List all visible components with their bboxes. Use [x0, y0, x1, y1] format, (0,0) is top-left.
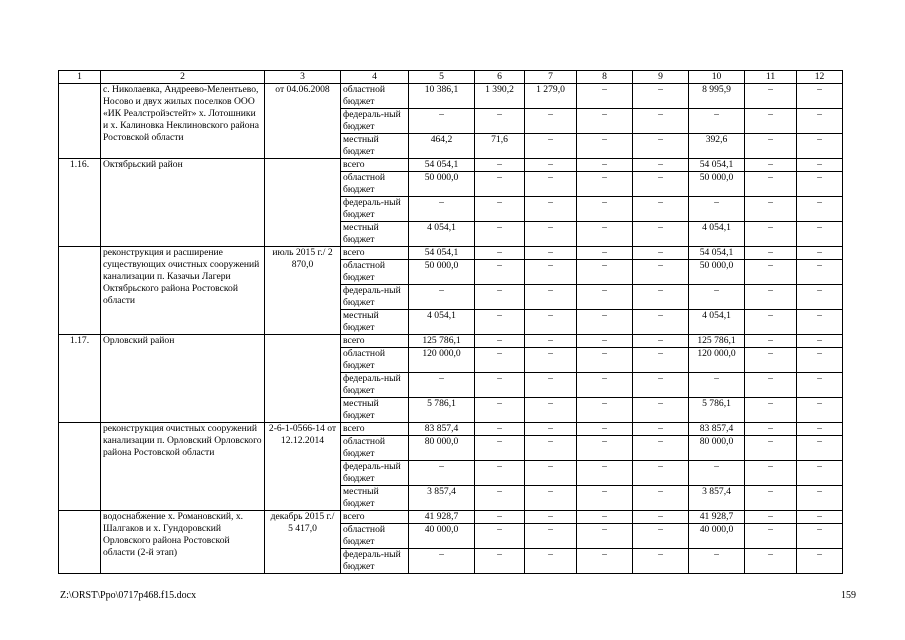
value-cell: –	[525, 423, 577, 436]
value-cell: –	[525, 260, 577, 285]
value-cell: –	[475, 335, 525, 348]
value-cell: –	[689, 373, 745, 398]
value-cell: 41 928,7	[409, 511, 475, 524]
object-name-cell: водоснабжение х. Романовский, х. Шалгаков и х. Гундоровский Орловского района Ростовской области (2-й этап)	[101, 511, 265, 574]
value-cell: –	[745, 247, 797, 260]
value-cell: –	[525, 436, 577, 461]
value-cell: –	[633, 436, 689, 461]
budget-label-cell: федераль-ный бюджет	[341, 285, 409, 310]
object-name-cell: реконструкция очистных сооружений канализации п. Орловский Орловского района Ростовской области	[101, 423, 265, 511]
value-cell: –	[525, 335, 577, 348]
table-row	[59, 335, 843, 348]
value-cell: –	[745, 524, 797, 549]
value-cell: –	[745, 310, 797, 335]
value-cell: –	[745, 197, 797, 222]
value-cell: –	[745, 134, 797, 159]
value-cell: –	[577, 461, 633, 486]
value-cell: –	[633, 84, 689, 109]
value-cell: –	[525, 159, 577, 172]
value-cell: –	[577, 524, 633, 549]
column-number-cell: 10	[689, 71, 745, 84]
value-cell: 54 054,1	[409, 247, 475, 260]
value-cell: 3 857,4	[689, 486, 745, 511]
value-cell: –	[797, 310, 843, 335]
value-cell: –	[633, 109, 689, 134]
value-cell: 4 054,1	[689, 310, 745, 335]
value-cell: –	[745, 373, 797, 398]
document-cell: декабрь 2015 г./ 5 417,0	[265, 511, 341, 574]
row-number-cell: 1.17.	[59, 335, 101, 423]
value-cell: –	[475, 398, 525, 423]
value-cell: 83 857,4	[409, 423, 475, 436]
budget-label-cell: федераль-ный бюджет	[341, 373, 409, 398]
object-name-cell: с. Николаевка, Андреево-Мелентьево, Носово и двух жилых поселков ООО «ИК Реалстройэстейт» х. Лотошники и х. Калиновка Неклиновского района Ростовской области	[101, 84, 265, 159]
value-cell: –	[797, 134, 843, 159]
column-number-cell: 9	[633, 71, 689, 84]
value-cell: –	[525, 134, 577, 159]
table-row	[59, 84, 843, 109]
value-cell: –	[633, 348, 689, 373]
value-cell: –	[745, 222, 797, 247]
value-cell: –	[689, 109, 745, 134]
budget-label-cell: всего	[341, 423, 409, 436]
value-cell: –	[525, 285, 577, 310]
value-cell: 1 390,2	[475, 84, 525, 109]
value-cell: –	[689, 461, 745, 486]
value-cell: –	[577, 549, 633, 574]
value-cell: –	[797, 109, 843, 134]
budget-label-cell: всего	[341, 511, 409, 524]
value-cell: –	[475, 109, 525, 134]
value-cell: –	[577, 335, 633, 348]
value-cell: 83 857,4	[689, 423, 745, 436]
value-cell: 50 000,0	[409, 260, 475, 285]
value-cell: 71,6	[475, 134, 525, 159]
value-cell: –	[745, 260, 797, 285]
value-cell: –	[577, 134, 633, 159]
value-cell: –	[475, 247, 525, 260]
value-cell: –	[525, 524, 577, 549]
value-cell: –	[633, 247, 689, 260]
column-number-cell: 5	[409, 71, 475, 84]
value-cell: –	[797, 373, 843, 398]
object-name-cell: реконструкция и расширение существующих очистных сооружений канализации п. Казачьи Лагери Октябрьского района Ростовской области	[101, 247, 265, 335]
value-cell: –	[797, 348, 843, 373]
value-cell: –	[689, 549, 745, 574]
value-cell: –	[475, 549, 525, 574]
row-number-cell	[59, 247, 101, 335]
value-cell: 5 786,1	[409, 398, 475, 423]
value-cell: –	[797, 159, 843, 172]
value-cell: –	[577, 486, 633, 511]
table-row	[59, 247, 843, 260]
value-cell: –	[797, 398, 843, 423]
value-cell: 80 000,0	[689, 436, 745, 461]
value-cell: –	[525, 549, 577, 574]
budget-label-cell: областной бюджет	[341, 172, 409, 197]
value-cell: –	[745, 486, 797, 511]
value-cell: –	[745, 285, 797, 310]
value-cell: 125 786,1	[409, 335, 475, 348]
value-cell: 4 054,1	[409, 222, 475, 247]
value-cell: –	[745, 159, 797, 172]
table-row	[59, 159, 843, 172]
value-cell: –	[475, 197, 525, 222]
value-cell: –	[577, 436, 633, 461]
column-number-cell: 4	[341, 71, 409, 84]
budget-label-cell: областной бюджет	[341, 84, 409, 109]
value-cell: –	[633, 335, 689, 348]
budget-label-cell: федераль-ный бюджет	[341, 197, 409, 222]
column-number-cell: 11	[745, 71, 797, 84]
value-cell: 41 928,7	[689, 511, 745, 524]
value-cell: –	[577, 159, 633, 172]
value-cell: –	[633, 222, 689, 247]
value-cell: –	[633, 423, 689, 436]
value-cell: –	[577, 247, 633, 260]
value-cell: –	[409, 373, 475, 398]
value-cell: –	[475, 172, 525, 197]
value-cell: –	[797, 436, 843, 461]
value-cell: 54 054,1	[689, 247, 745, 260]
column-number-cell: 1	[59, 71, 101, 84]
value-cell: –	[409, 197, 475, 222]
budget-label-cell: областной бюджет	[341, 524, 409, 549]
value-cell: –	[525, 197, 577, 222]
column-number-cell: 12	[797, 71, 843, 84]
value-cell: –	[633, 260, 689, 285]
value-cell: –	[525, 486, 577, 511]
value-cell: 50 000,0	[689, 260, 745, 285]
value-cell: –	[475, 461, 525, 486]
page-number: 159	[841, 590, 856, 601]
value-cell: 464,2	[409, 134, 475, 159]
value-cell: –	[797, 84, 843, 109]
value-cell: –	[475, 436, 525, 461]
value-cell: –	[797, 285, 843, 310]
value-cell: 392,6	[689, 134, 745, 159]
value-cell: –	[745, 335, 797, 348]
value-cell: 120 000,0	[409, 348, 475, 373]
budget-label-cell: местный бюджет	[341, 486, 409, 511]
file-path: Z:\ORST\Ppo\0717p468.f15.docx	[60, 590, 197, 601]
budget-label-cell: всего	[341, 335, 409, 348]
value-cell: –	[409, 109, 475, 134]
value-cell: –	[745, 348, 797, 373]
value-cell: –	[797, 511, 843, 524]
value-cell: –	[525, 398, 577, 423]
column-number-cell: 8	[577, 71, 633, 84]
budget-label-cell: местный бюджет	[341, 398, 409, 423]
budget-label-cell: всего	[341, 159, 409, 172]
value-cell: –	[797, 524, 843, 549]
value-cell: –	[577, 260, 633, 285]
budget-label-cell: областной бюджет	[341, 260, 409, 285]
value-cell: –	[577, 197, 633, 222]
value-cell: –	[475, 348, 525, 373]
row-number-cell: 1.16.	[59, 159, 101, 247]
column-number-cell: 3	[265, 71, 341, 84]
value-cell: –	[745, 423, 797, 436]
value-cell: –	[525, 109, 577, 134]
value-cell: 40 000,0	[409, 524, 475, 549]
value-cell: –	[475, 373, 525, 398]
value-cell: –	[745, 84, 797, 109]
object-name-cell: Орловский район	[101, 335, 265, 423]
column-number-row	[59, 71, 843, 84]
value-cell: –	[797, 423, 843, 436]
value-cell: –	[475, 159, 525, 172]
value-cell: –	[633, 310, 689, 335]
value-cell: –	[745, 172, 797, 197]
table-row	[59, 423, 843, 436]
value-cell: 50 000,0	[409, 172, 475, 197]
value-cell: –	[577, 84, 633, 109]
value-cell: –	[525, 461, 577, 486]
value-cell: –	[745, 436, 797, 461]
value-cell: 10 386,1	[409, 84, 475, 109]
value-cell: –	[577, 109, 633, 134]
budget-label-cell: федераль-ный бюджет	[341, 549, 409, 574]
value-cell: 5 786,1	[689, 398, 745, 423]
budget-table	[58, 70, 843, 574]
value-cell: –	[475, 511, 525, 524]
budget-label-cell: всего	[341, 247, 409, 260]
budget-label-cell: областной бюджет	[341, 436, 409, 461]
value-cell: –	[525, 310, 577, 335]
value-cell: –	[797, 260, 843, 285]
document-cell: от 04.06.2008	[265, 84, 341, 159]
value-cell: –	[633, 373, 689, 398]
value-cell: –	[797, 486, 843, 511]
value-cell: –	[475, 260, 525, 285]
value-cell: 80 000,0	[409, 436, 475, 461]
value-cell: –	[797, 335, 843, 348]
value-cell: –	[633, 511, 689, 524]
value-cell: 1 279,0	[525, 84, 577, 109]
value-cell: –	[475, 285, 525, 310]
document-cell	[265, 335, 341, 423]
value-cell: 8 995,9	[689, 84, 745, 109]
value-cell: –	[525, 511, 577, 524]
value-cell: –	[475, 310, 525, 335]
value-cell: –	[633, 285, 689, 310]
value-cell: –	[797, 247, 843, 260]
value-cell: 40 000,0	[689, 524, 745, 549]
value-cell: –	[689, 197, 745, 222]
value-cell: –	[689, 285, 745, 310]
value-cell: –	[797, 222, 843, 247]
table-row	[59, 511, 843, 524]
value-cell: –	[577, 373, 633, 398]
value-cell: –	[525, 247, 577, 260]
value-cell: –	[409, 549, 475, 574]
value-cell: –	[525, 348, 577, 373]
document-cell	[265, 159, 341, 247]
value-cell: 120 000,0	[689, 348, 745, 373]
value-cell: –	[577, 222, 633, 247]
value-cell: –	[745, 549, 797, 574]
column-number-cell: 2	[101, 71, 265, 84]
row-number-cell	[59, 511, 101, 574]
document-cell: июль 2015 г./ 2 870,0	[265, 247, 341, 335]
value-cell: 4 054,1	[689, 222, 745, 247]
value-cell: –	[633, 461, 689, 486]
value-cell: –	[409, 285, 475, 310]
value-cell: 54 054,1	[409, 159, 475, 172]
value-cell: 125 786,1	[689, 335, 745, 348]
value-cell: –	[525, 172, 577, 197]
value-cell: –	[577, 511, 633, 524]
budget-label-cell: местный бюджет	[341, 134, 409, 159]
budget-label-cell: федераль-ный бюджет	[341, 109, 409, 134]
value-cell: –	[525, 373, 577, 398]
value-cell: 54 054,1	[689, 159, 745, 172]
value-cell: –	[475, 222, 525, 247]
budget-label-cell: областной бюджет	[341, 348, 409, 373]
value-cell: –	[475, 486, 525, 511]
column-number-cell: 6	[475, 71, 525, 84]
value-cell: –	[745, 511, 797, 524]
value-cell: –	[745, 398, 797, 423]
value-cell: 4 054,1	[409, 310, 475, 335]
value-cell: –	[577, 348, 633, 373]
column-number-cell: 7	[525, 71, 577, 84]
value-cell: –	[577, 285, 633, 310]
value-cell: –	[745, 461, 797, 486]
document-cell: 2-6-1-0566-14 от 12.12.2014	[265, 423, 341, 511]
value-cell: –	[633, 549, 689, 574]
value-cell: 50 000,0	[689, 172, 745, 197]
value-cell: –	[475, 524, 525, 549]
row-number-cell	[59, 423, 101, 511]
budget-label-cell: местный бюджет	[341, 222, 409, 247]
value-cell: –	[797, 172, 843, 197]
value-cell: –	[475, 423, 525, 436]
value-cell: –	[633, 524, 689, 549]
budget-label-cell: местный бюджет	[341, 310, 409, 335]
value-cell: –	[525, 222, 577, 247]
value-cell: –	[577, 310, 633, 335]
value-cell: –	[633, 486, 689, 511]
value-cell: –	[633, 197, 689, 222]
value-cell: –	[797, 549, 843, 574]
value-cell: –	[577, 172, 633, 197]
value-cell: –	[633, 172, 689, 197]
value-cell: –	[745, 109, 797, 134]
value-cell: –	[409, 461, 475, 486]
value-cell: –	[633, 134, 689, 159]
value-cell: –	[633, 159, 689, 172]
value-cell: –	[797, 461, 843, 486]
budget-label-cell: федераль-ный бюджет	[341, 461, 409, 486]
value-cell: 3 857,4	[409, 486, 475, 511]
value-cell: –	[797, 197, 843, 222]
object-name-cell: Октябрьский район	[101, 159, 265, 247]
row-number-cell	[59, 84, 101, 159]
value-cell: –	[577, 398, 633, 423]
value-cell: –	[577, 423, 633, 436]
value-cell: –	[633, 398, 689, 423]
